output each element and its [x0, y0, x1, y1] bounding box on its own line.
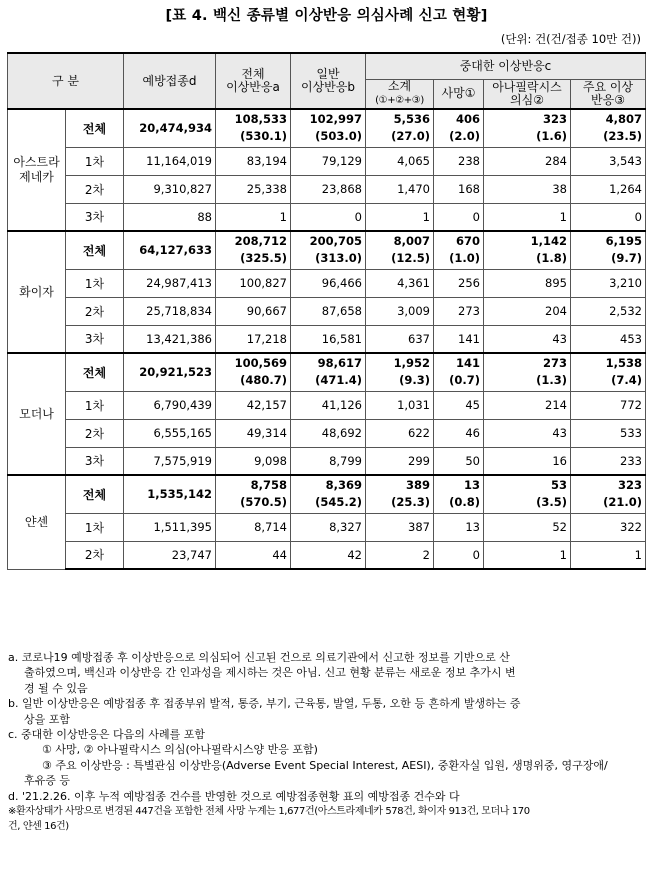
vaccine-name: 얀센	[8, 475, 66, 569]
table-row	[8, 475, 646, 513]
cell-all-reactions: 44	[216, 541, 291, 569]
cell-general: 8,369 (545.2)	[291, 475, 366, 513]
cell-death: 670 (1.0)	[434, 231, 484, 269]
table-row	[8, 391, 646, 419]
footnotes: a. 코로나19 예방접종 후 이상반응으로 의심되어 신고된 건으로 의료기관에서 신고한 정보를 기반으로 산 출하였으며, 백신과 이상반응 간 인과성을 제시하는 것은 아님. 신고 현황 분류는 새로운 정보 추가시 변 경 될 수 있음 b. 일반 이상반응은 예방접종 후 접종부위 발적, 통증, 부기, 근육통, 발열, 두통, 오한 등 흔하게 발생하는 증 상을 포함 c. 중대한 이상반응은 다음의 사례를 포함 ① 사망, ② 아나필락시스 의심(아나필락시스양 반응 포함) ③ 주요 이상반응 : 특별관심 이상반응(Adverse Event Special Interest, AESI), 중환자실 입원, 생명위중, 영구장애/ 후유증 등 d. '21.2.26. 이후 누적 예방접종 건수를 반영한 것으로 예방접종현황 표의 예방접종 건수와 다 ※환자상태가 사망으로 변경된 447건을 포함한 전체 사망 누계는 1,677건(아스트라제네카 578건, 화이자 913건, 모더나 170 건, 얀센 16건)	[8, 650, 648, 835]
cell-general: 98,617 (471.4)	[291, 353, 366, 391]
header-subtotal: 소계 (①+②+③)	[366, 79, 434, 109]
dose-label: 3차	[66, 203, 124, 231]
cell-subtotal: 3,009	[366, 297, 434, 325]
cell-vaccinations: 20,921,523	[124, 353, 216, 391]
cell-general: 23,868	[291, 175, 366, 203]
cell-death: 141	[434, 325, 484, 353]
cell-subtotal: 4,361	[366, 269, 434, 297]
cell-anaphylaxis: 43	[484, 419, 571, 447]
cell-all-reactions: 8,714	[216, 513, 291, 541]
cell-subtotal: 1	[366, 203, 434, 231]
cell-major: 323 (21.0)	[571, 475, 646, 513]
table-row	[8, 203, 646, 231]
cell-vaccinations: 23,747	[124, 541, 216, 569]
dose-label: 3차	[66, 325, 124, 353]
cell-vaccinations: 24,987,413	[124, 269, 216, 297]
cell-general: 102,997 (503.0)	[291, 109, 366, 147]
cell-subtotal: 387	[366, 513, 434, 541]
dose-label: 전체	[66, 353, 124, 391]
cell-all-reactions: 108,533 (530.1)	[216, 109, 291, 147]
cell-all-reactions: 17,218	[216, 325, 291, 353]
table-row	[8, 175, 646, 203]
note-a: a. 코로나19 예방접종 후 이상반응으로 의심되어 신고된 건으로 의료기관에서 신고한 정보를 기반으로 산	[8, 651, 510, 664]
header-vaccinations: 예방접종d	[124, 53, 216, 109]
cell-all-reactions: 100,827	[216, 269, 291, 297]
cell-anaphylaxis: 1,142 (1.8)	[484, 231, 571, 269]
cell-vaccinations: 20,474,934	[124, 109, 216, 147]
table-row	[8, 541, 646, 569]
vaccine-name: 모더나	[8, 353, 66, 475]
cell-death: 13 (0.8)	[434, 475, 484, 513]
cell-subtotal: 1,952 (9.3)	[366, 353, 434, 391]
table-row	[8, 269, 646, 297]
cell-death: 46	[434, 419, 484, 447]
cell-major: 1,538 (7.4)	[571, 353, 646, 391]
cell-vaccinations: 1,511,395	[124, 513, 216, 541]
cell-general: 8,799	[291, 447, 366, 475]
cell-major: 233	[571, 447, 646, 475]
table-row	[8, 109, 646, 147]
cell-death: 273	[434, 297, 484, 325]
header-general: 일반 이상반응b	[291, 53, 366, 109]
cell-anaphylaxis: 323 (1.6)	[484, 109, 571, 147]
cell-major: 1	[571, 541, 646, 569]
dose-label: 2차	[66, 175, 124, 203]
table-row	[8, 297, 646, 325]
cell-major: 6,195 (9.7)	[571, 231, 646, 269]
vaccine-name: 아스트라 제네카	[8, 109, 66, 231]
cell-anaphylaxis: 1	[484, 541, 571, 569]
cell-general: 87,658	[291, 297, 366, 325]
cell-all-reactions: 9,098	[216, 447, 291, 475]
note-deaths: ※환자상태가 사망으로 변경된 447건을 포함한 전체 사망 누계는 1,677건(아스트라제네카 578건, 화이자 913건, 모더나 170	[8, 806, 530, 818]
cell-general: 200,705 (313.0)	[291, 231, 366, 269]
cell-subtotal: 389 (25.3)	[366, 475, 434, 513]
cell-general: 96,466	[291, 269, 366, 297]
note-d: d. '21.2.26. 이후 누적 예방접종 건수를 반영한 것으로 예방접종현황 표의 예방접종 건수와 다	[8, 789, 460, 803]
cell-all-reactions: 42,157	[216, 391, 291, 419]
cell-major: 322	[571, 513, 646, 541]
cell-vaccinations: 64,127,633	[124, 231, 216, 269]
cell-general: 41,126	[291, 391, 366, 419]
dose-label: 1차	[66, 269, 124, 297]
cell-subtotal: 5,536 (27.0)	[366, 109, 434, 147]
cell-anaphylaxis: 38	[484, 175, 571, 203]
dose-label: 전체	[66, 475, 124, 513]
vaccine-name: 화이자	[8, 231, 66, 353]
cell-death: 168	[434, 175, 484, 203]
cell-major: 3,543	[571, 147, 646, 175]
cell-death: 238	[434, 147, 484, 175]
cell-death: 13	[434, 513, 484, 541]
cell-major: 453	[571, 325, 646, 353]
cell-death: 406 (2.0)	[434, 109, 484, 147]
cell-major: 3,210	[571, 269, 646, 297]
cell-major: 4,807 (23.5)	[571, 109, 646, 147]
header-serious: 중대한 이상반응c	[366, 53, 646, 79]
dose-label: 3차	[66, 447, 124, 475]
cell-anaphylaxis: 53 (3.5)	[484, 475, 571, 513]
cell-anaphylaxis: 284	[484, 147, 571, 175]
cell-death: 0	[434, 541, 484, 569]
cell-subtotal: 1,031	[366, 391, 434, 419]
table-row	[8, 419, 646, 447]
cell-vaccinations: 25,718,834	[124, 297, 216, 325]
cell-all-reactions: 49,314	[216, 419, 291, 447]
cell-subtotal: 2	[366, 541, 434, 569]
cell-all-reactions: 83,194	[216, 147, 291, 175]
header-major: 주요 이상 반응③	[571, 79, 646, 109]
cell-subtotal: 637	[366, 325, 434, 353]
dose-label: 2차	[66, 297, 124, 325]
note-c: c. 중대한 이상반응은 다음의 사례를 포함	[8, 728, 206, 742]
cell-death: 256	[434, 269, 484, 297]
table-row	[8, 353, 646, 391]
cell-death: 0	[434, 203, 484, 231]
cell-general: 16,581	[291, 325, 366, 353]
cell-general: 79,129	[291, 147, 366, 175]
cell-anaphylaxis: 1	[484, 203, 571, 231]
cell-vaccinations: 6,555,165	[124, 419, 216, 447]
adverse-reaction-table	[7, 52, 646, 570]
cell-death: 141 (0.7)	[434, 353, 484, 391]
cell-all-reactions: 1	[216, 203, 291, 231]
cell-anaphylaxis: 52	[484, 513, 571, 541]
table-row	[8, 325, 646, 353]
cell-general: 42	[291, 541, 366, 569]
cell-vaccinations: 13,421,386	[124, 325, 216, 353]
table-title: [표 4. 백신 종류별 이상반응 의심사례 신고 현황]	[165, 8, 488, 24]
unit-label: (단위: 건(건/접종 10만 건))	[500, 32, 641, 46]
cell-general: 48,692	[291, 419, 366, 447]
cell-major: 772	[571, 391, 646, 419]
table-row	[8, 147, 646, 175]
cell-death: 45	[434, 391, 484, 419]
cell-anaphylaxis: 214	[484, 391, 571, 419]
cell-major: 2,532	[571, 297, 646, 325]
cell-major: 0	[571, 203, 646, 231]
header-all-reactions: 전체 이상반응a	[216, 53, 291, 109]
cell-subtotal: 622	[366, 419, 434, 447]
cell-anaphylaxis: 204	[484, 297, 571, 325]
cell-major: 533	[571, 419, 646, 447]
cell-all-reactions: 90,667	[216, 297, 291, 325]
cell-subtotal: 299	[366, 447, 434, 475]
cell-anaphylaxis: 43	[484, 325, 571, 353]
cell-vaccinations: 9,310,827	[124, 175, 216, 203]
table-row	[8, 447, 646, 475]
cell-all-reactions: 100,569 (480.7)	[216, 353, 291, 391]
cell-subtotal: 4,065	[366, 147, 434, 175]
cell-anaphylaxis: 273 (1.3)	[484, 353, 571, 391]
dose-label: 1차	[66, 147, 124, 175]
cell-vaccinations: 11,164,019	[124, 147, 216, 175]
cell-subtotal: 8,007 (12.5)	[366, 231, 434, 269]
cell-major: 1,264	[571, 175, 646, 203]
note-b: b. 일반 이상반응은 예방접종 후 접종부위 발적, 통증, 부기, 근육통, 발열, 두통, 오한 등 흔하게 발생하는 증	[8, 697, 521, 711]
cell-all-reactions: 208,712 (325.5)	[216, 231, 291, 269]
cell-general: 8,327	[291, 513, 366, 541]
table-row	[8, 513, 646, 541]
dose-label: 전체	[66, 231, 124, 269]
cell-vaccinations: 6,790,439	[124, 391, 216, 419]
dose-label: 2차	[66, 419, 124, 447]
cell-anaphylaxis: 895	[484, 269, 571, 297]
table-row	[8, 231, 646, 269]
cell-death: 50	[434, 447, 484, 475]
cell-all-reactions: 25,338	[216, 175, 291, 203]
dose-label: 2차	[66, 541, 124, 569]
cell-general: 0	[291, 203, 366, 231]
header-death: 사망①	[434, 79, 484, 109]
cell-vaccinations: 88	[124, 203, 216, 231]
dose-label: 1차	[66, 513, 124, 541]
cell-subtotal: 1,470	[366, 175, 434, 203]
cell-vaccinations: 7,575,919	[124, 447, 216, 475]
header-category: 구 분	[8, 53, 124, 109]
cell-vaccinations: 1,535,142	[124, 475, 216, 513]
cell-anaphylaxis: 16	[484, 447, 571, 475]
header-anaphylaxis: 아나필락시스 의심②	[484, 79, 571, 109]
dose-label: 1차	[66, 391, 124, 419]
dose-label: 전체	[66, 109, 124, 147]
cell-all-reactions: 8,758 (570.5)	[216, 475, 291, 513]
